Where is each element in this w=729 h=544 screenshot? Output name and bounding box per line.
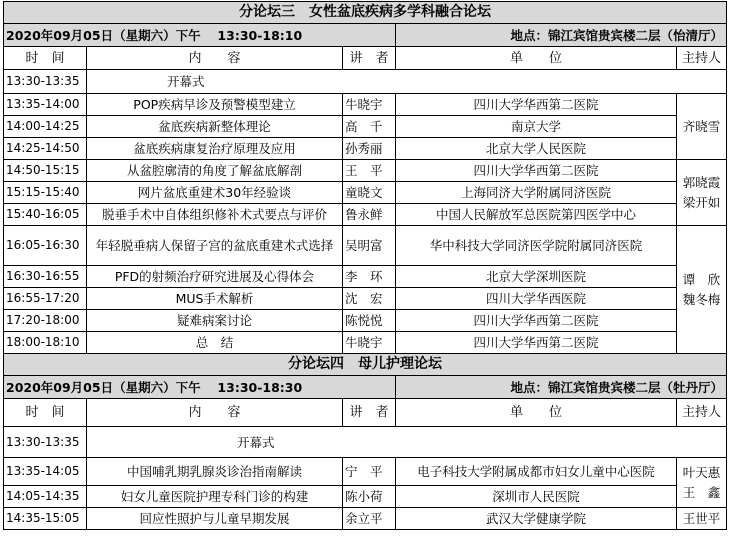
session-speaker: 李 环 — [343, 266, 396, 288]
session-topic: POP疾病早诊及预警模型建立 — [87, 94, 343, 116]
schedule-table — [3, 1, 727, 530]
table-row — [4, 204, 727, 226]
session-speaker: 余立平 — [343, 508, 396, 530]
session-speaker: 高 千 — [343, 116, 396, 138]
forum2-title: 分论坛四 母儿护理论坛 — [4, 354, 727, 376]
forum2-header-row — [4, 399, 727, 427]
session-speaker: 牛晓宇 — [343, 332, 396, 354]
table-row — [4, 332, 727, 354]
header-speaker: 讲 者 — [343, 47, 396, 70]
forum2-location: 地点：锦江宾馆贵宾楼二层（牡丹厅） — [396, 376, 727, 399]
session-unit: 南京大学 — [396, 116, 677, 138]
session-speaker: 孙秀丽 — [343, 138, 396, 160]
forum1-header-row — [4, 47, 727, 70]
session-time: 18:00-18:10 — [4, 332, 87, 354]
session-speaker: 吴明富 — [343, 226, 396, 266]
header-time: 时 间 — [4, 399, 87, 427]
session-host: 谭 欣 魏冬梅 — [677, 226, 727, 354]
session-unit: 四川大学华西第二医院 — [396, 160, 677, 182]
session-topic: 年轻脱垂病人保留子宫的盆底重建术式选择 — [87, 226, 343, 266]
table-row — [4, 138, 727, 160]
forum1-location: 地点：锦江宾馆贵宾楼二层（怡清厅） — [396, 24, 727, 47]
session-unit: 四川大学华西第二医院 — [396, 310, 677, 332]
session-unit: 四川大学华西医院 — [396, 288, 677, 310]
session-time: 16:55-17:20 — [4, 288, 87, 310]
session-time: 13:35-14:00 — [4, 94, 87, 116]
forum1-date: 2020年09月05日（星期六）下午 13:30-18:10 — [4, 24, 396, 47]
forum2-date: 2020年09月05日（星期六）下午 13:30-18:30 — [4, 376, 396, 399]
session-speaker: 沈 宏 — [343, 288, 396, 310]
session-time: 15:15-15:40 — [4, 182, 87, 204]
session-speaker: 童晓文 — [343, 182, 396, 204]
session-topic: 总 结 — [87, 332, 343, 354]
forum2-info-row — [4, 376, 727, 399]
session-speaker: 陈悦悦 — [343, 310, 396, 332]
session-speaker: 牛晓宇 — [343, 94, 396, 116]
table-row — [4, 160, 727, 182]
session-speaker: 王 平 — [343, 160, 396, 182]
table-row — [4, 70, 727, 94]
session-unit: 北京大学深圳医院 — [396, 266, 677, 288]
table-row — [4, 310, 727, 332]
session-speaker: 鲁永鲜 — [343, 204, 396, 226]
session-topic: 开幕式 — [87, 70, 727, 94]
forum1-info-row — [4, 24, 727, 47]
table-row — [4, 94, 727, 116]
table-row — [4, 226, 727, 266]
header-speaker: 讲 者 — [343, 399, 396, 427]
session-unit: 四川大学华西第二医院 — [396, 332, 677, 354]
header-host: 主持人 — [677, 47, 727, 70]
table-row — [4, 266, 727, 288]
session-unit: 电子科技大学附属成都市妇女儿童中心医院 — [396, 458, 677, 486]
session-time: 14:05-14:35 — [4, 486, 87, 508]
table-row — [4, 116, 727, 138]
forum1-title-row — [4, 2, 727, 24]
session-topic: 开幕式 — [87, 427, 727, 458]
session-time: 13:30-13:35 — [4, 427, 87, 458]
table-row — [4, 427, 727, 458]
table-row — [4, 508, 727, 530]
forum2-title-row — [4, 354, 727, 376]
session-unit: 上海同济大学附属同济医院 — [396, 182, 677, 204]
table-row — [4, 182, 727, 204]
session-topic: MUS手术解析 — [87, 288, 343, 310]
session-unit: 北京大学人民医院 — [396, 138, 677, 160]
forum1-title: 分论坛三 女性盆底疾病多学科融合论坛 — [4, 2, 727, 24]
session-topic: 妇女儿童医院护理专科门诊的构建 — [87, 486, 343, 508]
session-topic: 盆底疾病康复治疗原理及应用 — [87, 138, 343, 160]
session-time: 17:20-18:00 — [4, 310, 87, 332]
session-time: 14:35-15:05 — [4, 508, 87, 530]
session-time: 13:35-14:05 — [4, 458, 87, 486]
session-speaker: 陈小荷 — [343, 486, 396, 508]
session-topic: 脱垂手术中自体组织修补术式要点与评价 — [87, 204, 343, 226]
session-unit: 华中科技大学同济医学院附属同济医院 — [396, 226, 677, 266]
session-topic: PFD的射频治疗研究进展及心得体会 — [87, 266, 343, 288]
session-topic: 从盆腔廓清的角度了解盆底解剖 — [87, 160, 343, 182]
session-time: 14:50-15:15 — [4, 160, 87, 182]
session-unit: 中国人民解放军总医院第四医学中心 — [396, 204, 677, 226]
session-host: 齐晓雪 — [677, 94, 727, 160]
table-row — [4, 288, 727, 310]
header-unit: 单 位 — [396, 47, 677, 70]
session-unit: 四川大学华西第二医院 — [396, 94, 677, 116]
session-time: 16:30-16:55 — [4, 266, 87, 288]
session-time: 13:30-13:35 — [4, 70, 87, 94]
session-time: 16:05-16:30 — [4, 226, 87, 266]
session-host: 郭晓霞 梁开如 — [677, 160, 727, 226]
session-time: 15:40-16:05 — [4, 204, 87, 226]
header-time: 时 间 — [4, 47, 87, 70]
session-time: 14:00-14:25 — [4, 116, 87, 138]
session-unit: 武汉大学健康学院 — [396, 508, 677, 530]
header-unit: 单 位 — [396, 399, 677, 427]
session-speaker: 宁 平 — [343, 458, 396, 486]
session-time: 14:25-14:50 — [4, 138, 87, 160]
header-host: 主持人 — [677, 399, 727, 427]
session-topic: 中国哺乳期乳腺炎诊治指南解读 — [87, 458, 343, 486]
session-topic: 网片盆底重建术30年经验谈 — [87, 182, 343, 204]
session-host: 叶天惠 王 鑫 — [677, 458, 727, 508]
session-topic: 回应性照护与儿童早期发展 — [87, 508, 343, 530]
header-content: 内 容 — [87, 47, 343, 70]
session-host: 王世平 — [677, 508, 727, 530]
table-row — [4, 458, 727, 486]
session-topic: 盆底疾病新整体理论 — [87, 116, 343, 138]
table-row — [4, 486, 727, 508]
session-topic: 疑难病案讨论 — [87, 310, 343, 332]
header-content: 内 容 — [87, 399, 343, 427]
session-unit: 深圳市人民医院 — [396, 486, 677, 508]
